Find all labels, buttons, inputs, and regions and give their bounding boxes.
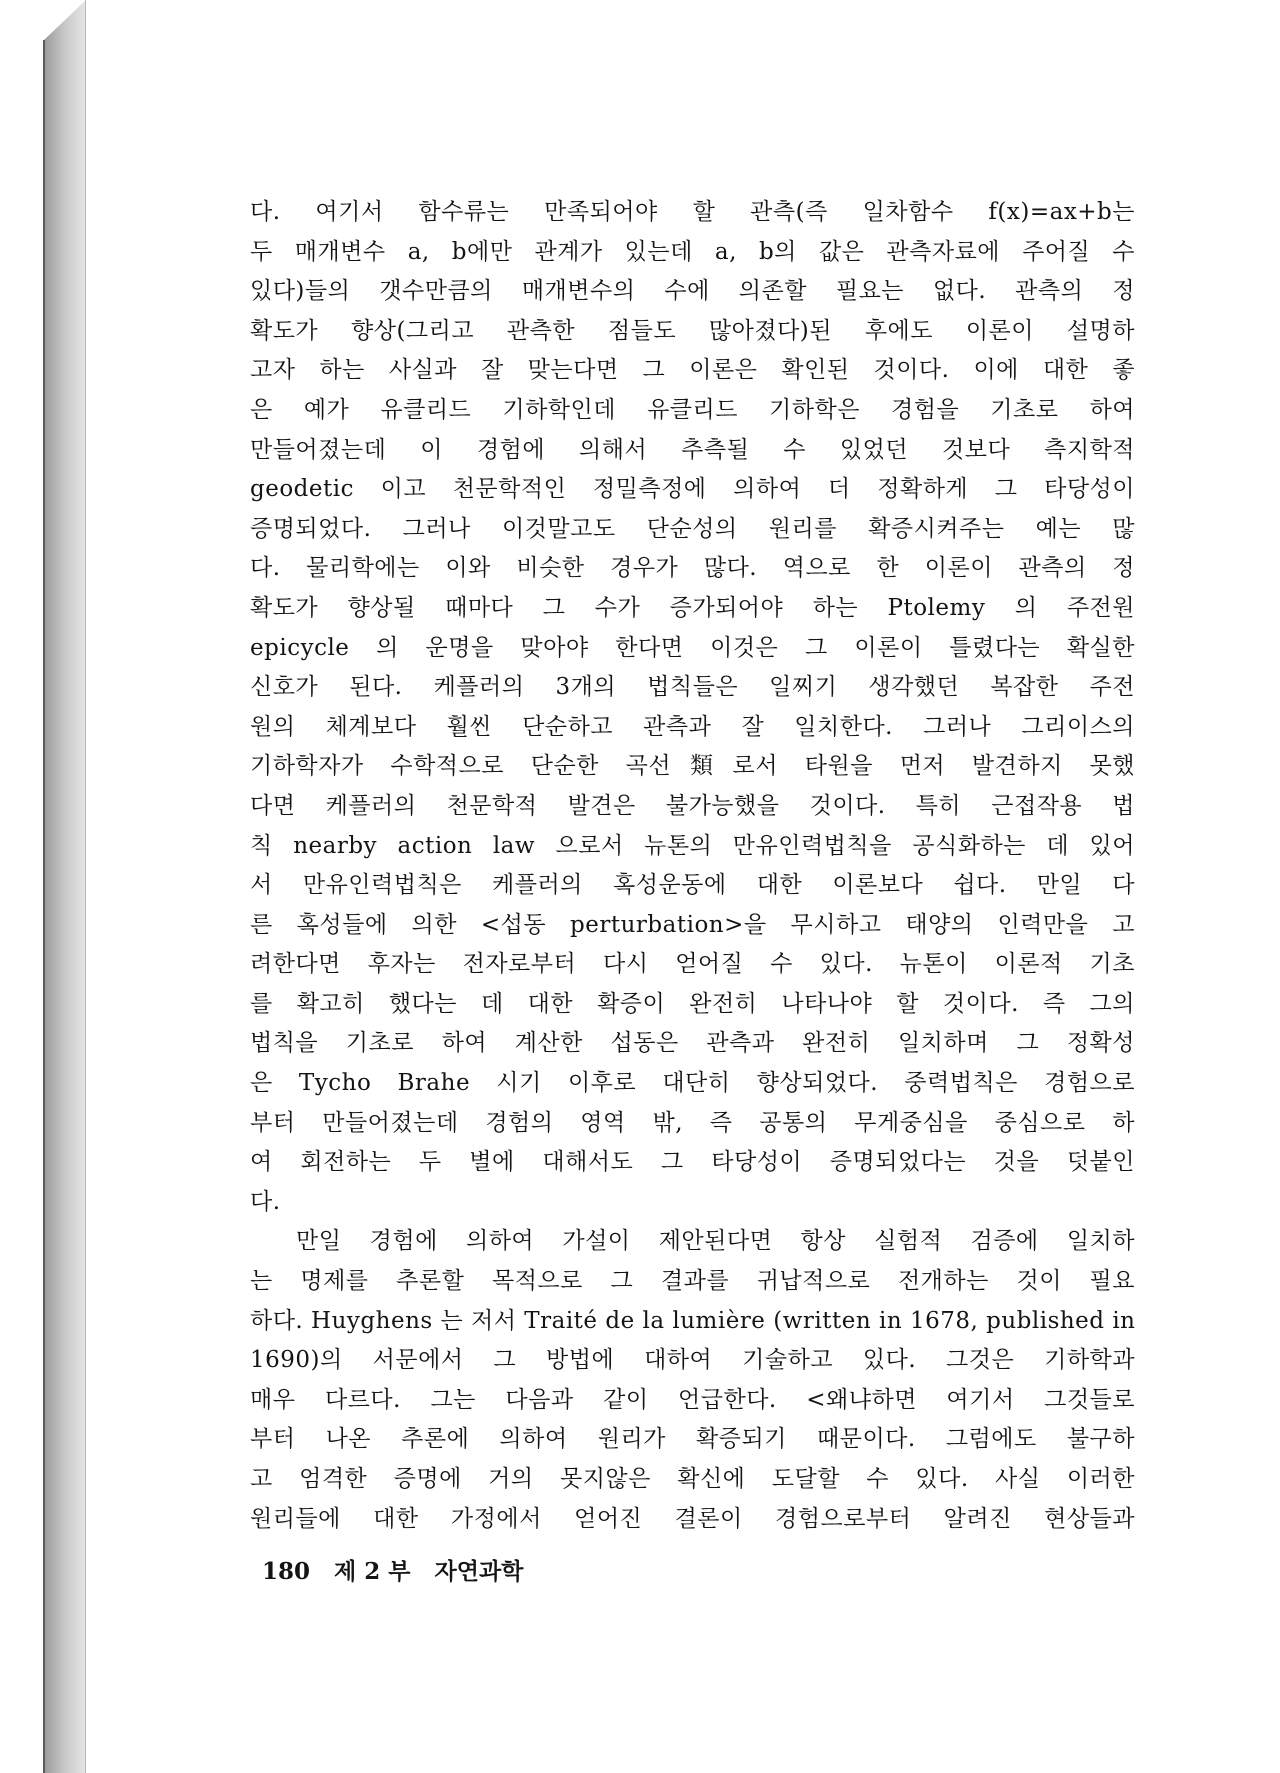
text-line: 서 만유인력법칙은 케플러의 혹성운동에 대한 이론보다 쉽다. 만일 다 (250, 872, 1135, 899)
text-line: 다. 물리학에는 이와 비슷한 경우가 많다. 역으로 한 이론이 관측의 정 (250, 555, 1135, 582)
text-line: 부터 만들어졌는데 경험의 영역 밖, 즉 공통의 무게중심을 중심으로 하 (250, 1109, 1135, 1136)
text-line: 칙 nearby action law 으로서 뉴톤의 만유인력법칙을 공식화하는 데 있어 (250, 832, 1135, 859)
text-line: 여 회전하는 두 별에 대해서도 그 타당성이 증명되었다는 것을 덧붙인 (250, 1149, 1135, 1176)
text-line: 만일 경험에 의하여 가설이 제안된다면 항상 실험적 검증에 일치하 (296, 1228, 1135, 1255)
text-line: 다. 여기서 함수류는 만족되어야 할 관측(즉 일차함수 f(x)=ax+b는 (250, 199, 1135, 225)
text-line: geodetic 이고 천문학적인 정밀측정에 의하여 더 정확하게 그 타당성이 (250, 476, 1135, 503)
text-line: 신호가 된다. 케플러의 3개의 법칙들은 일찌기 생각했던 복잡한 주전 (250, 674, 1135, 701)
body-text (250, 193, 1135, 1539)
text-line: 기하학자가 수학적으로 단순한 곡선類로서 타원을 먼저 발견하지 못했 (250, 753, 1135, 780)
text-line: 1690)의 서문에서 그 방법에 대하여 기술하고 있다. 그것은 기하학과 (250, 1347, 1135, 1374)
text-line: 매우 다르다. 그는 다음과 같이 언급한다. <왜냐하면 여기서 그것들로 (250, 1386, 1135, 1413)
text-line: 부터 나온 추론에 의하여 원리가 확증되기 때문이다. 그럼에도 불구하 (250, 1426, 1135, 1453)
text-line: 하다. Huyghens 는 저서 Traité de la lumière (written in 1678, published in (250, 1307, 1135, 1334)
text-line: 원리들에 대한 가정에서 얻어진 결론이 경험으로부터 알려진 현상들과 (250, 1505, 1135, 1532)
text-line: 확도가 향상될 때마다 그 수가 증가되어야 하는 Ptolemy 의 주전원 (250, 594, 1135, 621)
text-line: 은 예가 유클리드 기하학인데 유클리드 기하학은 경험을 기초로 하여 (250, 396, 1135, 423)
text-line: 은 Tycho Brahe 시기 이후로 대단히 향상되었다. 중력법칙은 경험으로 (250, 1070, 1135, 1097)
text-line: 두 매개변수 a, b에만 관계가 있는데 a, b의 값은 관측자료에 주어질 수 (250, 238, 1135, 265)
text-line: 를 확고히 했다는 데 대한 확증이 완전히 나타나야 할 것이다. 즉 그의 (250, 990, 1135, 1017)
page-number: 180 (262, 1558, 311, 1585)
section-label: 자연과학 (434, 1558, 524, 1585)
text-line: 고 엄격한 증명에 거의 못지않은 확신에 도달할 수 있다. 사실 이러한 (250, 1466, 1135, 1492)
text-line: 다면 케플러의 천문학적 발견은 불가능했을 것이다. 특히 근접작용 법 (250, 792, 1135, 819)
text-line: 있다)들의 갯수만큼의 매개변수의 수에 의존할 필요는 없다. 관측의 정 (250, 278, 1135, 305)
text-line: 확도가 향상(그리고 관측한 점들도 많아졌다)된 후에도 이론이 설명하 (250, 317, 1135, 344)
text-line: 려한다면 후자는 전자로부터 다시 얻어질 수 있다. 뉴톤이 이론적 기초 (250, 951, 1135, 978)
text-line: 는 명제를 추론할 목적으로 그 결과를 귀납적으로 전개하는 것이 필요 (250, 1268, 1135, 1295)
part-label: 제 2 부 (334, 1558, 411, 1585)
text-line: 른 혹성들에 의한 <섭동 perturbation>을 무시하고 태양의 인력만을 고 (250, 911, 1135, 938)
text-line: 다. (250, 1188, 281, 1215)
text-line: 원의 체계보다 훨씬 단순하고 관측과 잘 일치한다. 그러나 그리이스의 (250, 713, 1135, 740)
text-line: 고자 하는 사실과 잘 맞는다면 그 이론은 확인된 것이다. 이에 대한 좋 (250, 357, 1135, 384)
text-line: 증명되었다. 그러나 이것말고도 단순성의 원리를 확증시켜주는 예는 많 (250, 515, 1135, 542)
text-line: epicycle 의 운명을 맞아야 한다면 이것은 그 이론이 틀렸다는 확실한 (250, 634, 1135, 661)
page-footer (262, 1552, 539, 1592)
text-line: 법칙을 기초로 하여 계산한 섭동은 관측과 완전히 일치하며 그 정확성 (250, 1030, 1135, 1057)
text-line: 만들어졌는데 이 경험에 의해서 추측될 수 있었던 것보다 측지학적 (250, 436, 1135, 463)
